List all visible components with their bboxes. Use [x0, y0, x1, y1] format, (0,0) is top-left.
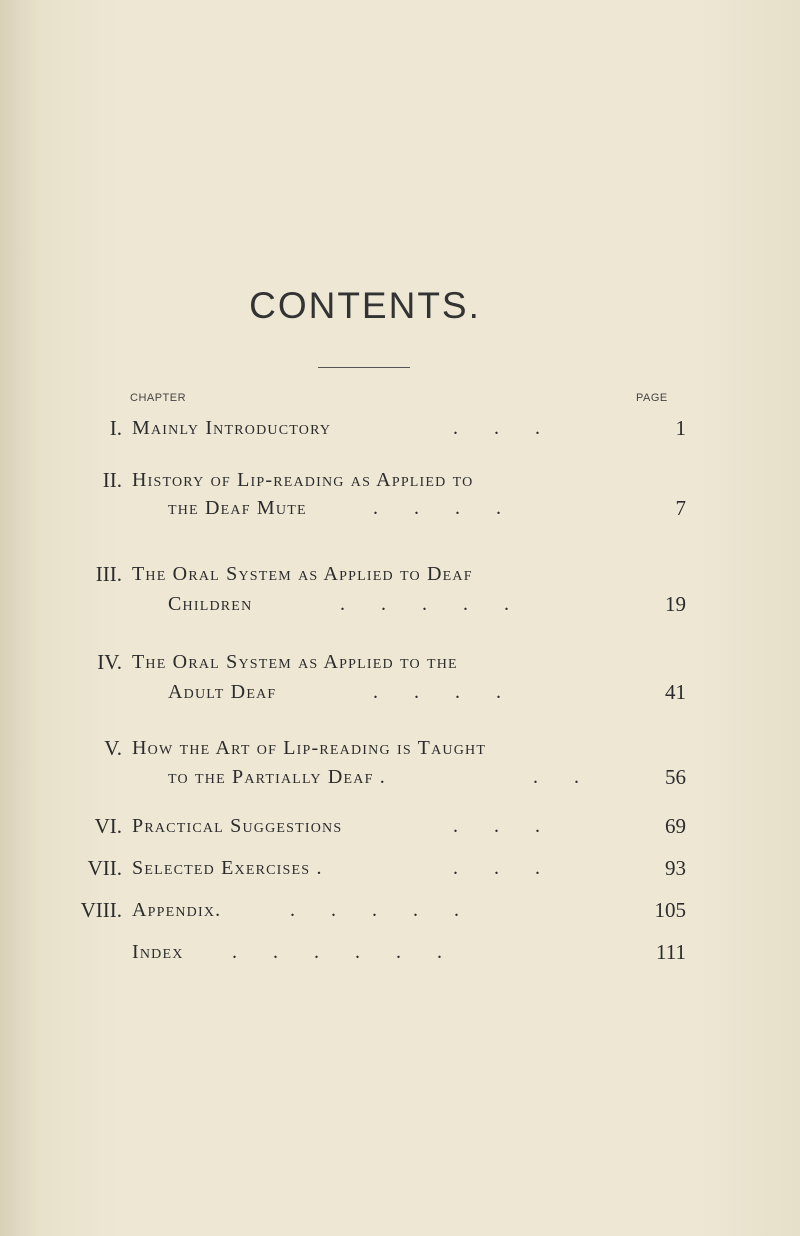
- title-rule: [318, 367, 410, 368]
- chapter-title-continued: to the Partially Deaf .: [168, 766, 386, 788]
- page-number: 7: [675, 496, 686, 520]
- chapter-title-continued: Adult Deaf: [168, 681, 277, 703]
- chapter-number: III.: [95, 562, 122, 586]
- chapter-title: History of Lip-reading as Applied to: [132, 469, 474, 491]
- chapter-title: The Oral System as Applied to the: [132, 651, 458, 673]
- chapter-title: The Oral System as Applied to Deaf: [132, 563, 473, 585]
- chapter-title: Practical Suggestions: [132, 815, 343, 837]
- page-number: 41: [665, 680, 686, 704]
- chapter-number: VIII.: [80, 898, 122, 922]
- leader-dots: . . .: [453, 815, 540, 837]
- chapter-number: VI.: [94, 814, 122, 838]
- leader-dots: . .: [533, 766, 579, 788]
- chapter-title-continued: the Deaf Mute: [168, 497, 307, 519]
- leader-dots: . . . . .: [290, 899, 459, 921]
- page-number: 1: [675, 416, 686, 440]
- page-number: 69: [665, 814, 686, 838]
- chapter-title: Selected Exercises .: [132, 857, 323, 879]
- leader-dots: . . .: [453, 857, 540, 879]
- leader-dots: . . . . .: [340, 593, 509, 615]
- chapter-title: Mainly Introductory: [132, 417, 332, 439]
- leader-dots: . . .: [453, 417, 540, 439]
- leader-dots: . . . . . .: [232, 941, 442, 963]
- chapter-number: IV.: [97, 650, 122, 674]
- chapter-number: VII.: [87, 856, 122, 880]
- chapter-number: I.: [109, 416, 122, 440]
- chapter-title: Appendix.: [132, 899, 222, 921]
- page-number: 105: [654, 898, 686, 922]
- leader-dots: . . . .: [373, 681, 501, 703]
- chapter-title: How the Art of Lip-reading is Taught: [132, 737, 487, 759]
- page-number: 56: [665, 765, 686, 789]
- page-number: 19: [665, 592, 686, 616]
- chapter-column-label: CHAPTER: [130, 392, 187, 404]
- leader-dots: . . . .: [373, 497, 501, 519]
- page-number: 111: [656, 940, 686, 964]
- page-column-label: PAGE: [636, 392, 668, 404]
- chapter-number: II.: [102, 468, 122, 492]
- page-title: CONTENTS.: [249, 285, 481, 326]
- page-number: 93: [665, 856, 686, 880]
- index-title: Index: [132, 941, 184, 963]
- chapter-number: V.: [104, 736, 122, 760]
- chapter-title-continued: Children: [168, 593, 253, 615]
